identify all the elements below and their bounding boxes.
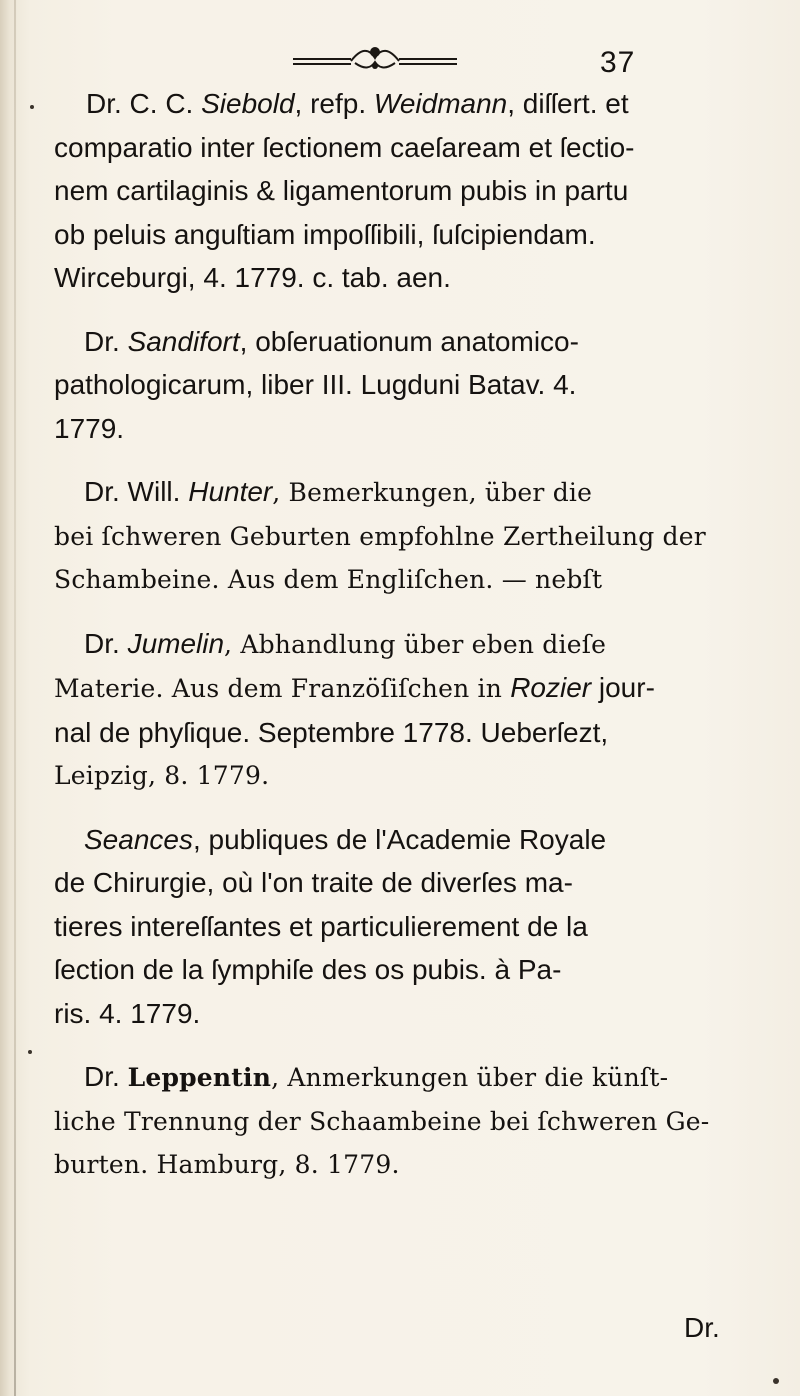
entry-line: liche Trennung der Schaambeine bei ſchweren Ge- bbox=[54, 1106, 710, 1136]
author-prefix: Dr. Will. bbox=[84, 476, 189, 507]
entry-text: , Anmerkungen über die künſt- bbox=[271, 1063, 669, 1092]
entry-line: burten. Hamburg, 8. 1779. bbox=[54, 1150, 400, 1179]
bibliography-entry-leppentin bbox=[54, 1055, 774, 1187]
bibliography-entry-siebold bbox=[54, 82, 774, 300]
catchword: Dr. bbox=[684, 1312, 720, 1343]
entry-line: nal de phyſique. Septembre 1778. Ueberſezt, bbox=[54, 716, 609, 748]
entry-text: jour- bbox=[591, 672, 655, 703]
entry-line: ob peluis anguſtiam impoſſibili, ſuſcipiendam. bbox=[54, 218, 596, 250]
author-name: Leppentin bbox=[127, 1063, 272, 1092]
entry-text: , Bemerkungen, über die bbox=[272, 478, 593, 507]
bibliography-entry-sandifort bbox=[54, 320, 774, 451]
entry-text: , diſſert. et bbox=[507, 88, 629, 119]
entry-line: Wirceburgi, 4. 1779. c. tab. aen. bbox=[54, 262, 451, 293]
ink-speck bbox=[773, 1378, 779, 1384]
entry-line bbox=[54, 320, 774, 364]
entry-text: Materie. Aus dem Franzöſiſchen in bbox=[54, 674, 511, 703]
author-name: Hunter bbox=[188, 476, 273, 507]
ink-speck bbox=[28, 1050, 32, 1054]
entry-line: Schambeine. Aus dem Engliſchen. — nebſt bbox=[54, 565, 603, 594]
entry-line bbox=[86, 82, 774, 126]
entry-line: ris. 4. 1779. bbox=[54, 997, 201, 1029]
entry-line bbox=[54, 1055, 774, 1100]
entry-line bbox=[54, 666, 774, 711]
bibliography-list bbox=[54, 82, 774, 1207]
entry-text: , refp. bbox=[294, 88, 374, 119]
entry-line: ſection de la ſymphiſe des os pubis. à Pa- bbox=[54, 954, 562, 985]
work-title: Seances bbox=[84, 823, 193, 855]
author-prefix: Dr. bbox=[84, 627, 128, 659]
author-prefix: Dr. C. C. bbox=[86, 88, 202, 119]
bibliography-entry-hunter bbox=[54, 470, 774, 602]
entry-text: , Abhandlung über eben dieſe bbox=[224, 629, 607, 659]
entry-line bbox=[54, 818, 774, 862]
entry-line: comparatio inter ſectionem caeſaream et ſectio- bbox=[54, 131, 635, 163]
author-prefix: Dr. bbox=[84, 1061, 128, 1092]
author-name: Jumelin bbox=[127, 627, 225, 659]
entry-line bbox=[54, 470, 774, 515]
entry-text: , obſeruationum anatomico- bbox=[239, 325, 579, 357]
entry-line: bei ſchweren Geburten empfohlne Zertheilung der bbox=[54, 521, 706, 551]
author-name: Weidmann bbox=[373, 88, 508, 119]
journal-name: Rozier bbox=[510, 672, 592, 703]
page-number: 37 bbox=[600, 46, 636, 79]
author-name: Siebold bbox=[201, 88, 295, 119]
decorative-rule-ornament bbox=[285, 40, 465, 74]
ink-speck bbox=[30, 105, 34, 109]
author-name: Sandifort bbox=[127, 325, 240, 357]
entry-line: de Chirurgie, où l'on traite de diverſes ma- bbox=[54, 867, 573, 898]
entry-line: pathologicarum, liber III. Lugduni Batav. 4. bbox=[54, 369, 577, 400]
author-prefix: Dr. bbox=[84, 325, 128, 357]
entry-line: nem cartilaginis & ligamentorum pubis in partu bbox=[54, 175, 629, 206]
entry-line: 1779. bbox=[54, 412, 125, 444]
entry-line: tieres intereſſantes et particulierement de la bbox=[54, 910, 588, 942]
bibliography-entry-jumelin bbox=[54, 622, 774, 798]
bibliography-entry-seances bbox=[54, 818, 774, 1036]
entry-line bbox=[54, 622, 774, 667]
binding-edge bbox=[14, 0, 16, 1396]
entry-text: , publiques de l'Academie Royale bbox=[192, 823, 607, 855]
entry-line: Leipzig, 8. 1779. bbox=[54, 761, 270, 790]
